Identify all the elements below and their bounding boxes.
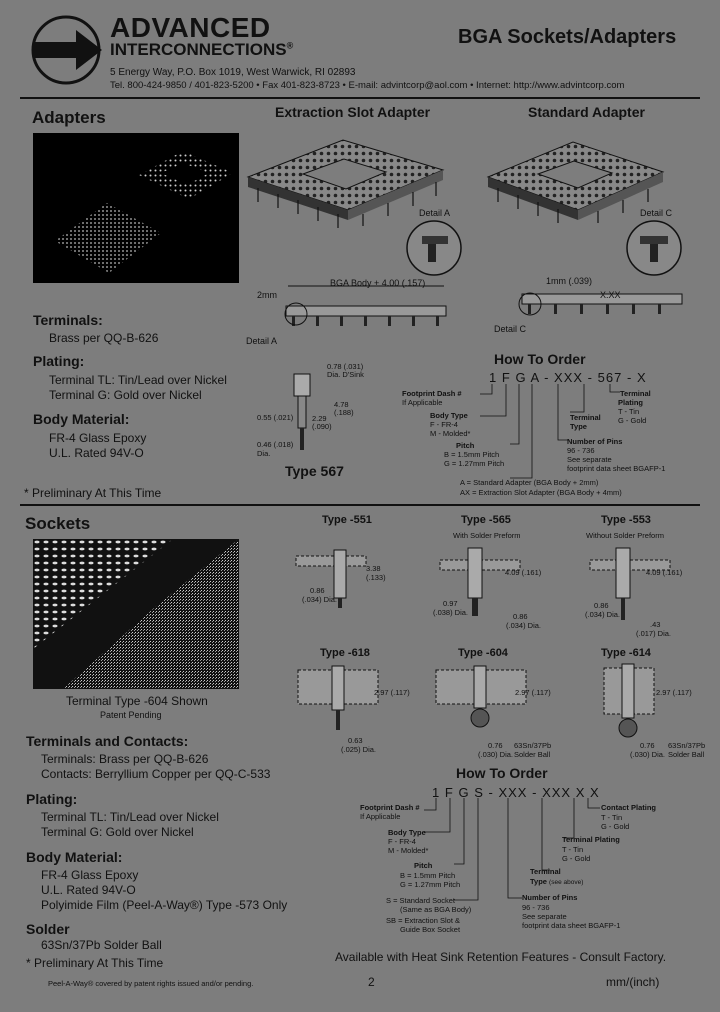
sorder-footprint-1: If Applicable bbox=[360, 812, 401, 821]
type567-d2b: (.188) bbox=[334, 408, 354, 417]
type567-d4: 0.55 (.021) bbox=[257, 413, 294, 422]
sorder-ttype-h: Terminal bbox=[530, 867, 561, 876]
order-pitch-2: G = 1.27mm Pitch bbox=[444, 459, 505, 468]
sockets-heading: Sockets bbox=[25, 514, 91, 533]
type-565-title: Type -565 bbox=[461, 514, 511, 526]
sorder-cplat-1: T - Tin bbox=[601, 813, 623, 822]
type567-d1b: Dia. D'Sink bbox=[327, 370, 364, 379]
type-618-title: Type -618 bbox=[320, 647, 370, 659]
t604-d3: 63Sn/37Pb bbox=[514, 741, 552, 750]
header-rule bbox=[20, 97, 700, 99]
type-567-label: Type 567 bbox=[285, 463, 344, 479]
t553-d2b: (.034) Dia. bbox=[585, 610, 621, 619]
type567-d5: 0.46 (.018) bbox=[257, 440, 294, 449]
extraction-adapter-title: Extraction Slot Adapter bbox=[275, 104, 431, 120]
standard-side-view bbox=[514, 288, 684, 328]
type-604-drawing bbox=[436, 666, 526, 736]
order-adapter-2: AX = Extraction Slot Adapter (BGA Body + 4mm) bbox=[460, 488, 622, 497]
t553-d1: 4.09 (.161) bbox=[646, 568, 683, 577]
order-ttype-h2: Type bbox=[570, 422, 587, 431]
sorder-bodytype-1: F - FR-4 bbox=[388, 837, 416, 846]
order-bodytype-1: F - FR-4 bbox=[430, 420, 458, 429]
type-614-title: Type -614 bbox=[601, 647, 651, 659]
sorder-pins-2: See separate bbox=[522, 912, 567, 921]
sorder-pins-h: Number of Pins bbox=[522, 893, 578, 902]
t614-d1: 2.97 (.117) bbox=[656, 688, 692, 697]
company-name-line2: INTERCONNECTIONS® bbox=[110, 40, 294, 59]
dim-2mm: 2mm bbox=[257, 290, 277, 300]
type567-d2: 4.78 bbox=[334, 400, 349, 409]
t553-d3b: (.017) Dia. bbox=[636, 629, 672, 638]
sorder-pitch-1: B = 1.5mm Pitch bbox=[400, 871, 456, 880]
standard-adapter-title: Standard Adapter bbox=[528, 104, 645, 120]
order-adapter-1: A = Standard Adapter (BGA Body + 2mm) bbox=[460, 478, 599, 487]
sorder-tplat-h: Terminal Plating bbox=[562, 835, 620, 844]
sorder-s-2: SB = Extraction Slot & bbox=[386, 916, 460, 925]
type567-d3b: (.090) bbox=[312, 422, 332, 431]
order-terminal-1: T - Tin bbox=[618, 407, 640, 416]
t551-d1: 3.38 bbox=[366, 564, 381, 573]
adapter-terminals-1: Brass per QQ-B-626 bbox=[49, 331, 159, 345]
t614-d3b: Solder Ball bbox=[668, 750, 705, 759]
t565-d2b: (.038) Dia. bbox=[433, 608, 469, 617]
sorder-cplat-h: Contact Plating bbox=[601, 803, 657, 812]
socket-body-3: Polyimide Film (Peel-A-Way®) Type -573 Only bbox=[41, 898, 288, 912]
company-address: 5 Energy Way, P.O. Box 1019, West Warwick, RI 02893 bbox=[110, 67, 356, 78]
t614-d2b: (.030) Dia. bbox=[630, 750, 666, 759]
page-title: BGA Sockets/Adapters bbox=[458, 26, 677, 48]
sorder-bodytype-h: Body Type bbox=[388, 828, 426, 837]
page-number: 2 bbox=[368, 975, 375, 989]
t551-d2: 0.86 bbox=[310, 586, 325, 595]
adapter-plating-2: Terminal G: Gold over Nickel bbox=[49, 388, 202, 402]
company-name: ADVANCED bbox=[110, 12, 271, 43]
extraction-adapter-drawing bbox=[248, 122, 451, 232]
type-565-sub: With Solder Preform bbox=[453, 531, 521, 540]
adapter-terminals-heading: Terminals: bbox=[33, 312, 103, 328]
t553-d2: 0.86 bbox=[594, 601, 609, 610]
socket-photo-caption: Terminal Type -604 Shown bbox=[66, 694, 208, 708]
order-bodytype-2: M - Molded* bbox=[430, 429, 471, 438]
socket-terminals-2: Contacts: Berryllium Copper per QQ-C-533 bbox=[41, 767, 271, 781]
adapter-order-title: How To Order bbox=[494, 351, 586, 367]
order-pins-3: footprint data sheet BGAFP-1 bbox=[567, 464, 666, 473]
order-pins-1: 96 - 736 bbox=[567, 446, 595, 455]
heatsink-note: Available with Heat Sink Retention Features - Consult Factory. bbox=[335, 950, 667, 964]
t565-d3: 0.86 bbox=[513, 612, 528, 621]
adapter-order-code: 1 F G A - XXX - 567 - X bbox=[489, 370, 647, 385]
sorder-s-1b: (Same as BGA Body) bbox=[400, 905, 472, 914]
socket-body-2: U.L. Rated 94V-O bbox=[41, 883, 136, 897]
order-footprint-h: Footprint Dash # bbox=[402, 389, 462, 398]
socket-body-heading: Body Material: bbox=[26, 849, 123, 865]
socket-body-1: FR-4 Glass Epoxy bbox=[41, 868, 139, 882]
type567-d3: 2.29 bbox=[312, 414, 327, 423]
units-label: mm/(inch) bbox=[606, 975, 660, 989]
t565-d3b: (.034) Dia. bbox=[506, 621, 542, 630]
order-terminal-h2: Plating bbox=[618, 398, 644, 407]
order-terminal-h: Terminal bbox=[620, 389, 651, 398]
dim-bga-body: BGA Body + 4.00 (.157) bbox=[330, 278, 426, 288]
type-553-title: Type -553 bbox=[601, 514, 651, 526]
sorder-pins-3: footprint data sheet BGAFP-1 bbox=[522, 921, 621, 930]
adapter-prelim-note: * Preliminary At This Time bbox=[24, 486, 162, 500]
socket-plating-2: Terminal G: Gold over Nickel bbox=[41, 825, 194, 839]
socket-order-title: How To Order bbox=[456, 765, 548, 781]
adapter-body-1: FR-4 Glass Epoxy bbox=[49, 431, 147, 445]
order-bodytype-h: Body Type bbox=[430, 411, 468, 420]
section-rule bbox=[20, 504, 700, 506]
patent-pending: Patent Pending bbox=[100, 710, 162, 720]
company-contact: Tel. 800-424-9850 / 401-823-5200 • Fax 401-823-8723 • E-mail: advintcorp@aol.com • Internet: http://www.advintcorp.com bbox=[110, 80, 625, 91]
adapter-body-2: U.L. Rated 94V-O bbox=[49, 446, 144, 460]
dim-x: X.XX bbox=[600, 290, 621, 300]
t551-d1b: (.133) bbox=[366, 573, 386, 582]
adapter-photo bbox=[33, 133, 239, 283]
footer-note: Peel-A-Way® covered by patent rights issued and/or pending. bbox=[48, 979, 254, 988]
sorder-pins-1: 96 - 736 bbox=[522, 903, 550, 912]
socket-photo bbox=[33, 539, 239, 689]
order-footprint-1: If Applicable bbox=[402, 398, 443, 407]
sorder-pitch-2: G = 1.27mm Pitch bbox=[400, 880, 461, 889]
sorder-tplat-1: T - Tin bbox=[562, 845, 584, 854]
sorder-pitch-h: Pitch bbox=[414, 861, 433, 870]
detail-a-circle bbox=[404, 218, 464, 278]
t618-d1: 2.97 (.117) bbox=[374, 688, 410, 697]
t618-d2: 0.63 bbox=[348, 736, 363, 745]
order-pitch-1: B = 1.5mm Pitch bbox=[444, 450, 500, 459]
dim-1mm: 1mm (.039) bbox=[546, 276, 593, 286]
t618-d2b: (.025) Dia. bbox=[341, 745, 377, 754]
detail-a-label: Detail A bbox=[419, 208, 451, 218]
sorder-bodytype-2: M - Molded* bbox=[388, 846, 429, 855]
socket-solder-1: 63Sn/37Pb Solder Ball bbox=[41, 938, 162, 952]
sorder-cplat-2: G - Gold bbox=[601, 822, 630, 831]
adapter-plating-1: Terminal TL: Tin/Lead over Nickel bbox=[49, 373, 227, 387]
adapter-plating-heading: Plating: bbox=[33, 353, 85, 369]
detail-c-label: Detail C bbox=[640, 208, 673, 218]
type567-d5b: Dia. bbox=[257, 449, 271, 458]
type-614-drawing bbox=[604, 664, 654, 744]
sorder-s-1: S = Standard Socket bbox=[386, 896, 456, 905]
detail-c-label-2: Detail C bbox=[494, 324, 527, 334]
socket-terminals-heading: Terminals and Contacts: bbox=[26, 733, 189, 749]
t604-d3b: Solder Ball bbox=[514, 750, 551, 759]
t551-d2b: (.034) Dia. bbox=[302, 595, 338, 604]
detail-c-circle bbox=[624, 218, 684, 278]
t614-d2: 0.76 bbox=[640, 741, 655, 750]
type-553-sub: Without Solder Preform bbox=[586, 531, 664, 540]
sorder-ttype-h2: Type (see above) bbox=[530, 877, 584, 886]
t565-d2: 0.97 bbox=[443, 599, 458, 608]
socket-order-code: 1 F G S - XXX - XXX X X bbox=[432, 785, 600, 800]
socket-plating-heading: Plating: bbox=[26, 791, 78, 807]
socket-prelim-note: * Preliminary At This Time bbox=[26, 956, 164, 970]
type-551-title: Type -551 bbox=[322, 514, 372, 526]
type-618-drawing bbox=[298, 666, 378, 736]
sorder-s-2b: Guide Box Socket bbox=[400, 925, 461, 934]
order-ttype-h: Terminal bbox=[570, 413, 601, 422]
order-pitch-h: Pitch bbox=[456, 441, 475, 450]
socket-plating-1: Terminal TL: Tin/Lead over Nickel bbox=[41, 810, 219, 824]
t604-d2: 0.76 bbox=[488, 741, 503, 750]
sorder-tplat-2: G - Gold bbox=[562, 854, 591, 863]
type567-d1: 0.78 (.031) bbox=[327, 362, 364, 371]
order-terminal-2: G - Gold bbox=[618, 416, 647, 425]
socket-solder-heading: Solder bbox=[26, 921, 70, 937]
socket-terminals-1: Terminals: Brass per QQ-B-626 bbox=[41, 752, 209, 766]
order-pins-2: See separate bbox=[567, 455, 612, 464]
t604-d2b: (.030) Dia. bbox=[478, 750, 514, 759]
type-604-title: Type -604 bbox=[458, 647, 508, 659]
company-logo-icon bbox=[28, 14, 106, 86]
adapter-body-heading: Body Material: bbox=[33, 411, 130, 427]
t604-d1: 2.97 (.117) bbox=[515, 688, 551, 697]
t614-d3: 63Sn/37Pb bbox=[668, 741, 706, 750]
sorder-footprint-h: Footprint Dash # bbox=[360, 803, 420, 812]
adapters-heading: Adapters bbox=[32, 108, 106, 127]
order-pins-h: Number of Pins bbox=[567, 437, 623, 446]
detail-a-label-2: Detail A bbox=[246, 336, 278, 346]
t565-d1: 4.09 (.161) bbox=[505, 568, 542, 577]
t553-d3: .43 bbox=[650, 620, 661, 629]
